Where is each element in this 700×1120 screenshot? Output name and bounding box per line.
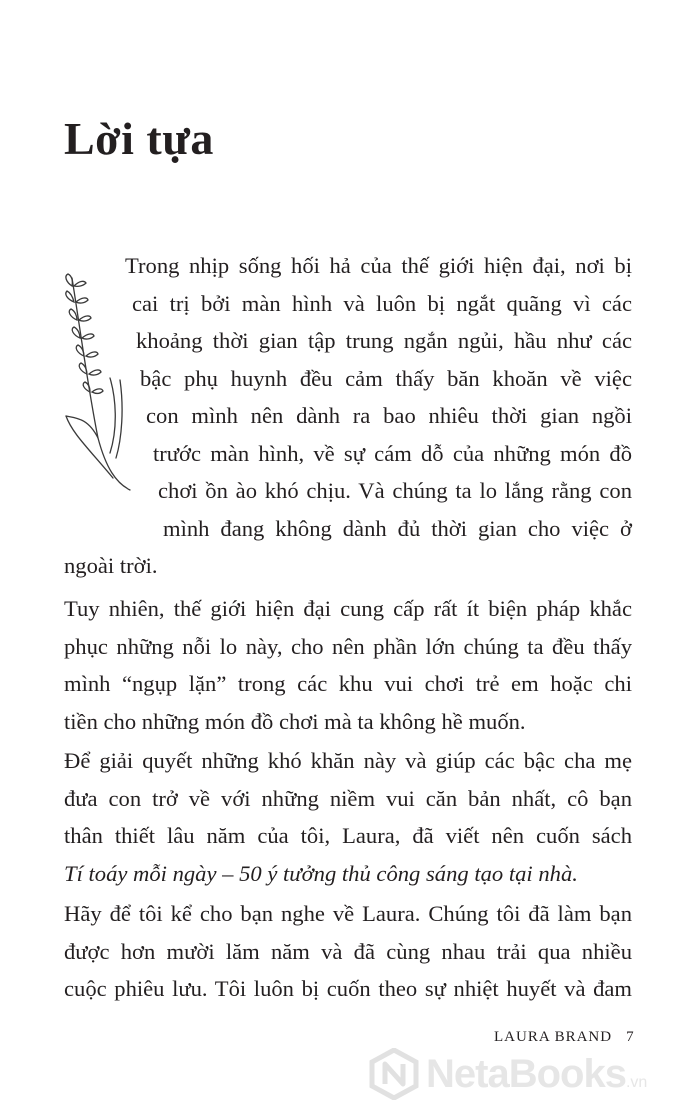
paragraph-line: Trong nhịp sống hối hả của thế giới hiện đại, nơi bị (125, 253, 632, 278)
paragraph-line: mình đang không dành đủ thời gian cho việc ở (163, 515, 632, 541)
brand-logo-icon (368, 1048, 420, 1100)
paragraph-2 (64, 590, 632, 740)
watermark (368, 1044, 698, 1104)
paragraph-line: Để giải quyết những khó khăn này và giúp các bậc cha mẹ (64, 748, 632, 773)
paragraph-line: Tuy nhiên, thế giới hiện đại cung cấp rất ít biện pháp khắc (64, 596, 632, 621)
page-number: 7 (626, 1029, 635, 1045)
paragraph-3 (64, 742, 632, 892)
paragraph-line: Hãy để tôi kể cho bạn nghe về Laura. Chúng tôi đã làm bạn (64, 901, 632, 926)
paragraph-4 (64, 895, 632, 1008)
chapter-title: Lời tựa (64, 113, 214, 164)
paragraph-line: con mình nên dành ra bao nhiêu thời gian ngồi (146, 403, 632, 428)
paragraph-1 (0, 247, 632, 585)
paragraph-line: ngoài trời. (64, 553, 158, 578)
paragraph-line: chơi ồn ào khó chịu. Và chúng ta lo lắng rằng con (158, 478, 632, 503)
paragraph-line: mình “ngụp lặn” trong các khu vui chơi trẻ em hoặc chi (64, 671, 632, 696)
running-author: LAURA BRAND (494, 1029, 613, 1045)
paragraph-line: tiền cho những món đồ chơi mà ta không hề muốn. (64, 708, 526, 734)
paragraph-line: cai trị bởi màn hình và luôn bị ngắt quãng vì các (132, 290, 632, 316)
paragraph-line: phục những nỗi lo này, cho nên phần lớn chúng ta đều thấy (64, 633, 632, 659)
paragraph-line: thân thiết lâu năm của tôi, Laura, đã viết nên cuốn sách (64, 823, 632, 848)
paragraph-line: trước màn hình, về sự cám dỗ của những món đồ (153, 440, 632, 466)
paragraph-line: đưa con trở về với những niềm vui căn bản nhất, cô bạn (64, 785, 632, 811)
paragraph-line: khoảng thời gian tập trung ngắn ngủi, hầu như các (136, 328, 632, 353)
watermark-brand: NetaBooks.vn (426, 1051, 648, 1096)
paragraph-line: bậc phụ huynh đều cảm thấy băn khoăn về việc (140, 365, 632, 391)
paragraph-line: được hơn mười lăm năm và đã cùng nhau trải qua nhiều (64, 938, 632, 964)
book-title-line: Tí toáy mỗi ngày – 50 ý tưởng thủ công sáng tạo tại nhà. (64, 860, 578, 886)
paragraph-line: cuộc phiêu lưu. Tôi luôn bị cuốn theo sự nhiệt huyết và đam (64, 976, 632, 1001)
